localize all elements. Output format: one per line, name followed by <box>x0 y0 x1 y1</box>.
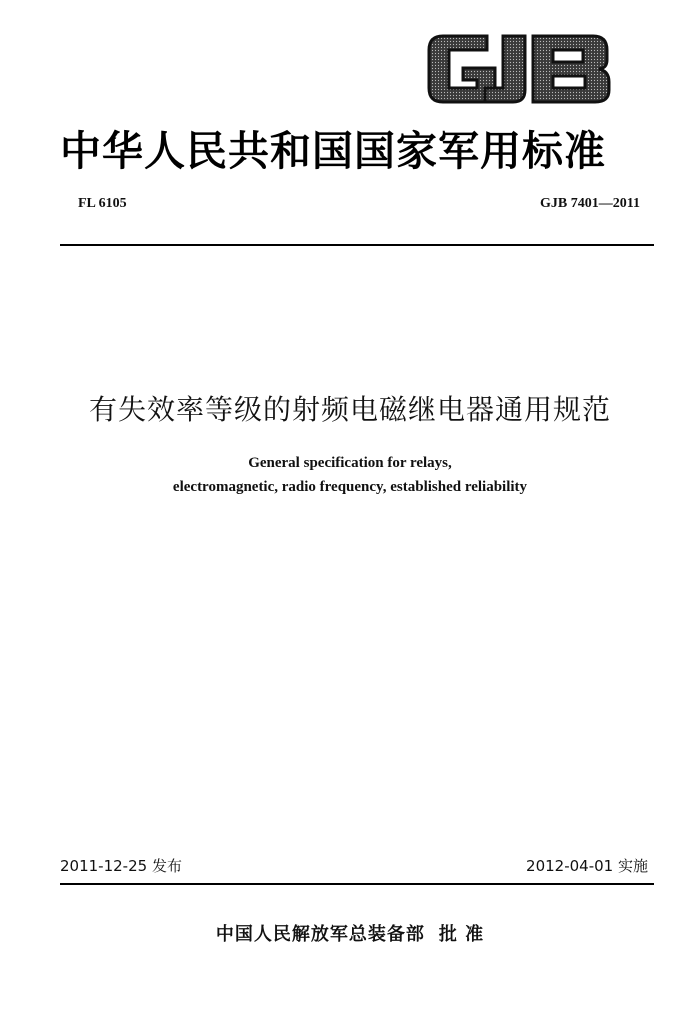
issue-date: 2011-12-25 发布 <box>60 857 182 875</box>
standard-number: GJB 7401—2011 <box>540 196 640 211</box>
document-title-chinese: 有失效率等级的射频电磁继电器通用规范 <box>88 393 611 426</box>
document-title-english-line1: General specification for relays, <box>248 455 452 471</box>
classification-code: FL 6105 <box>78 196 127 211</box>
implementation-date: 2012-04-01 实施 <box>526 857 648 875</box>
approval-label: 批 准 <box>438 924 485 945</box>
approving-authority: 中国人民解放军总装备部 <box>215 924 425 945</box>
standard-category-title: 中华人民共和国国家军用标准 <box>60 127 606 175</box>
approval-line <box>0 920 700 946</box>
header-divider <box>60 244 654 246</box>
gjb-logo <box>425 28 615 108</box>
footer-divider <box>60 883 654 885</box>
document-title-english-line2: electromagnetic, radio frequency, established reliability <box>172 479 528 495</box>
